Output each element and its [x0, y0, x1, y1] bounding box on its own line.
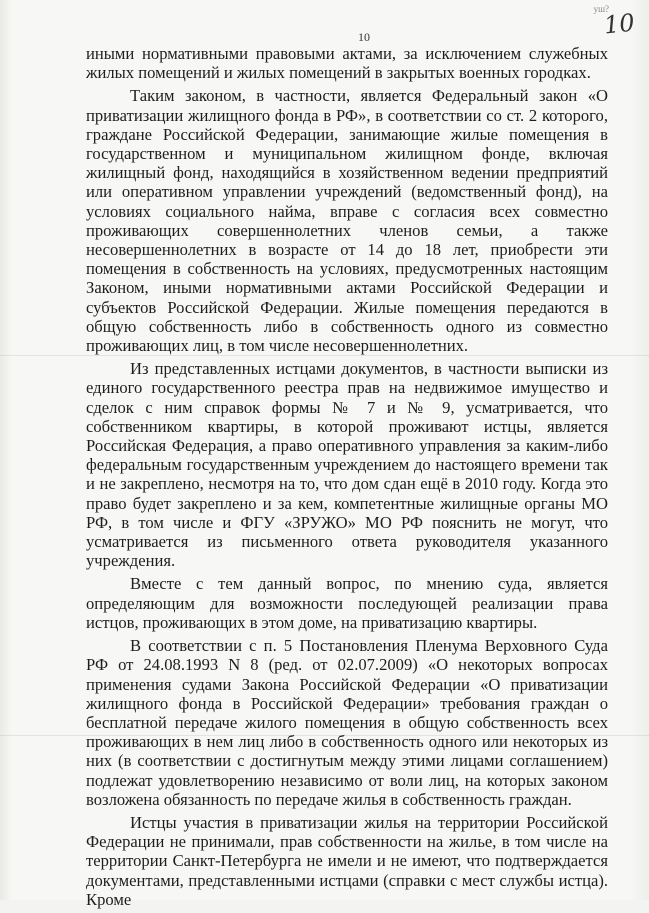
scan-fold-line: [0, 735, 649, 736]
handwritten-page-number: 10: [603, 8, 637, 40]
scan-fold-line: [0, 355, 649, 356]
paragraph-5: В соответствии с п. 5 Постановления Пленума Верховного Суда РФ от 24.08.1993 N 8 (ред. от 02.07.2009) «О некоторых вопросах применения судами Закона Российской Федерации «О приватизации жилищного фонда в Российской Федерации» требования граждан о бесплатной передаче жилого помещения в общую собственность всех проживающих в нем лиц либо в собственность одного или некоторых из них (в соответствии с достигнутым между этими лицами соглашением) подлежат удовлетворению независимо от воли лиц, на которых законом возложена обязанность по передаче жилья в собственность граждан.: [86, 636, 608, 809]
paragraph-6: Истцы участия в приватизации жилья на территории Российской Федерации не принимали, прав собственности на жилье, в том числе на территории Санкт-Петербурга не имели и не имеют, что подтверждается документами, представленными истцами (справки с мест службы истца). Кроме: [86, 812, 608, 909]
page-number: 10: [358, 30, 370, 44]
paragraph-1: иными нормативными правовыми актами, за исключением служебных жилых помещений и жилых помещений в закрытых военных городках.: [86, 44, 608, 83]
paragraph-3: Из представленных истцами документов, в частности выписки из единого государственного реестра прав на недвижимое имущество и сделок с ним справок формы № 7 и № 9, усматривается, что собственником квартиры, в которой проживают истцы, является Российская Федерация, а право оперативного управления за каким-либо федеральным государственным учреждением до настоящего времени так и не закреплено, несмотря на то, что дом сдан ещё в 2010 году. Когда это право будет закреплено и за кем, компетентные жилищные органы МО РФ, в том числе и ФГУ «ЗРУЖО» МО РФ пояснить не могут, что усматривается из письменного ответа руководителя указанного учреждения.: [86, 359, 608, 571]
document-body: [86, 44, 608, 913]
corner-mark: уш?: [593, 4, 609, 14]
paragraph-4: Вместе с тем данный вопрос, по мнению суда, является определяющим для возможности последующей реализации права истцов, проживающих в этом доме, на приватизацию квартиры.: [86, 574, 608, 632]
paragraph-2: Таким законом, в частности, является Федеральный закон «О приватизации жилищного фонда в РФ», в соответствии со ст. 2 которого, граждане Российской Федерации, занимающие жилые помещения в государственном и муниципальном жилищном фонде, включая жилищный фонд, находящийся в хозяйственном ведении предприятий или оперативном управлении учреждений (ведомственный фонд), на условиях социального найма, вправе с согласия всех совместно проживающих совершеннолетних членов семьи, а также несовершеннолетних в возрасте от 14 до 18 лет, приобрести эти помещения в собственность на условиях, предусмотренных настоящим Законом, иными нормативными актами Российской Федерации и субъектов Российской Федерации. Жилые помещения передаются в общую собственность либо в собственность одного из совместно проживающих лиц, в том числе несовершеннолетних.: [86, 86, 608, 356]
